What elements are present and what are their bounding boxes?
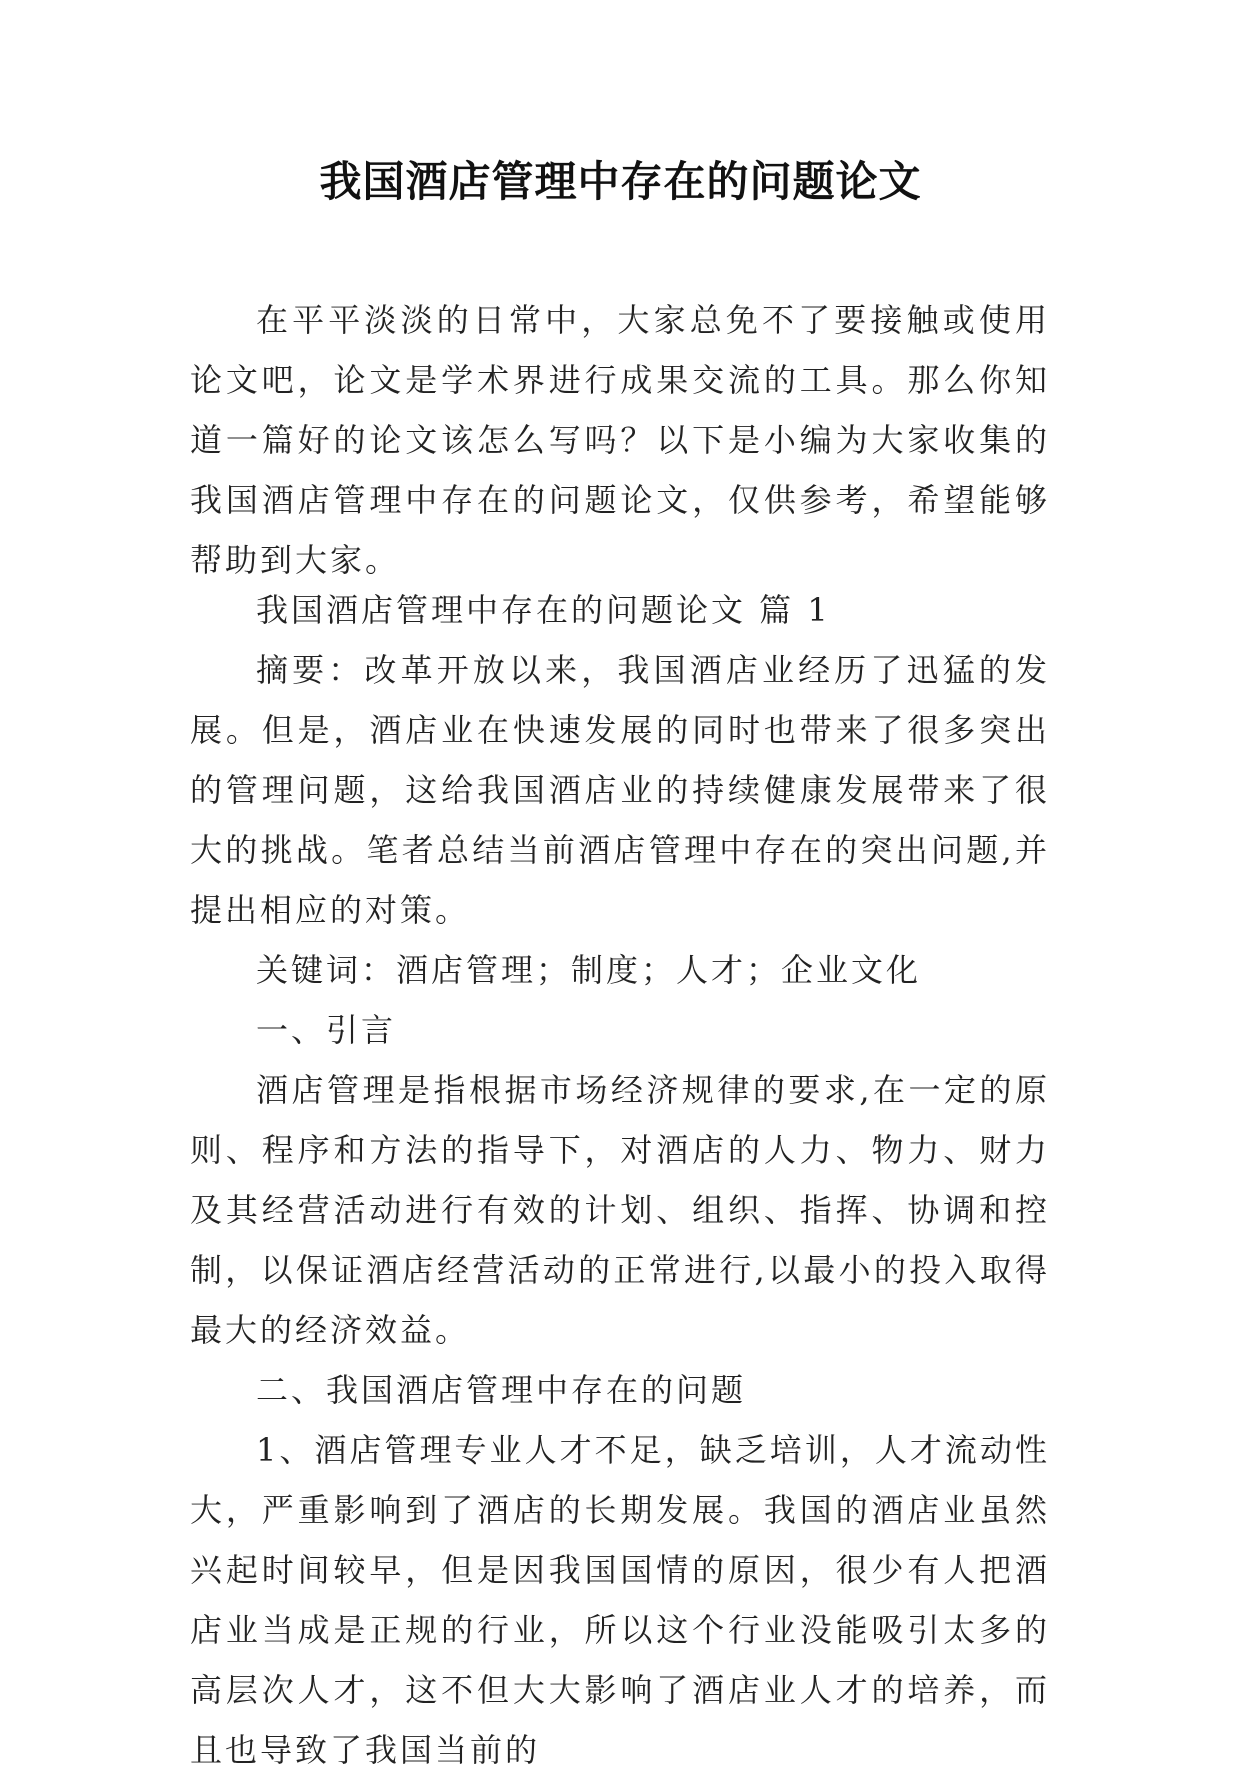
keywords-line: 关键词：酒店管理；制度；人才；企业文化	[256, 951, 922, 989]
intro-section	[190, 290, 1050, 590]
article-body	[190, 580, 1050, 1780]
introduction-paragraph: 酒店管理是指根据市场经济规律的要求,在一定的原则、程序和方法的指导下，对酒店的人力、物力、财力及其经营活动进行有效的计划、组织、指挥、协调和控制，以保证酒店经营活动的正常进行,以最小的投入取得最大的经济效益。	[190, 1071, 1050, 1349]
document-title: 我国酒店管理中存在的问题论文	[319, 157, 922, 206]
abstract-paragraph: 摘要：改革开放以来，我国酒店业经历了迅猛的发展。但是，酒店业在快速发展的同时也带来了很多突出的管理问题，这给我国酒店业的持续健康发展带来了很大的挑战。笔者总结当前酒店管理中存在的突出问题,并提出相应的对策。	[190, 651, 1050, 929]
problem-1-paragraph: 1、酒店管理专业人才不足，缺乏培训，人才流动性大，严重影响到了酒店的长期发展。我国的酒店业虽然兴起时间较早，但是因我国国情的原因，很少有人把酒店业当成是正规的行业，所以这个行业没能吸引太多的高层次人才，这不但大大影响了酒店业人才的培养，而且也导致了我国当前的	[190, 1431, 1050, 1769]
section-heading-introduction: 一、引言	[256, 1011, 397, 1049]
section-heading-problems: 二、我国酒店管理中存在的问题	[256, 1371, 747, 1409]
intro-paragraph: 在平平淡淡的日常中，大家总免不了要接触或使用论文吧，论文是学术界进行成果交流的工具。那么你知道一篇好的论文该怎么写吗？以下是小编为大家收集的我国酒店管理中存在的问题论文，仅供参考，希望能够帮助到大家。	[190, 301, 1050, 579]
section-heading-part-1: 我国酒店管理中存在的问题论文 篇 1	[256, 591, 831, 629]
